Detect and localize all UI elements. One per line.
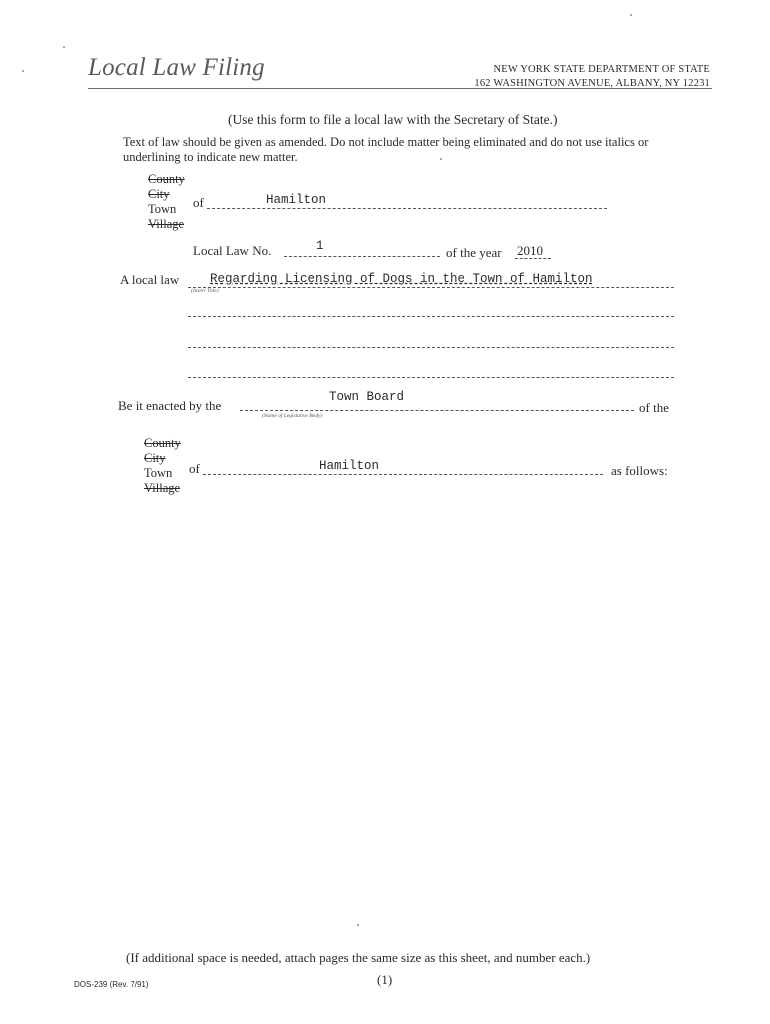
option-city: City [148,187,170,201]
option-county: County [148,172,185,186]
option-county-2: County [144,436,181,450]
option-town-2: Town [144,466,173,480]
year-value: 2010 [517,243,543,258]
jurisdiction-options-1 [148,172,185,232]
of-the-label: of the [639,400,669,415]
law-title-line-3[interactable] [188,333,674,348]
insert-title-hint: (Insert Title) [191,288,219,294]
of-label-2: of [189,461,200,476]
legislative-body-line[interactable] [240,396,634,411]
as-follows-label: as follows: [611,463,668,478]
option-city-2: City [144,451,166,465]
local-law-no-label: Local Law No. [193,243,272,258]
law-title-value: Regarding Licensing of Dogs in the Town of Hamilton [210,272,593,286]
amendment-note: Text of law should be given as amended. Do not include matter being eliminated and do not use italics or underlining to indicate new matter. [123,135,649,164]
local-law-label: A local law [120,272,180,287]
local-law-no-line[interactable] [284,242,440,257]
form-title: Local Law Filing [88,54,265,81]
enacted-label: Be it enacted by the [118,398,222,413]
form-instruction: (Use this form to file a local law with the Secretary of State.) [228,112,558,127]
option-village: Village [148,217,185,231]
law-title-line-4[interactable] [188,363,674,378]
department-street: 162 WASHINGTON AVENUE, ALBANY, NY 12231 [474,78,710,89]
option-town: Town [148,202,177,216]
municipality-value-2: Hamilton [319,459,380,473]
of-label-1: of [193,195,204,210]
municipality-value-1: Hamilton [266,193,327,207]
law-title-line-2[interactable] [188,302,674,317]
department-name: NEW YORK STATE DEPARTMENT OF STATE [493,64,710,75]
option-village-2: Village [144,481,181,495]
additional-space-note: (If additional space is needed, attach pages the same size as this sheet, and number each.) [126,950,591,965]
department-address [474,63,710,91]
local-law-no-value: 1 [316,239,324,253]
form-id: DOS-239 (Rev. 7/91) [74,980,149,989]
page-number: (1) [377,972,393,987]
legislative-body-value: Town Board [329,390,405,404]
legislative-body-hint: (Name of Legislative Body) [262,413,323,419]
municipality-line-2[interactable] [203,460,603,475]
jurisdiction-options-2 [144,436,181,496]
year-label: of the year [446,245,502,260]
header-rule [88,88,712,89]
